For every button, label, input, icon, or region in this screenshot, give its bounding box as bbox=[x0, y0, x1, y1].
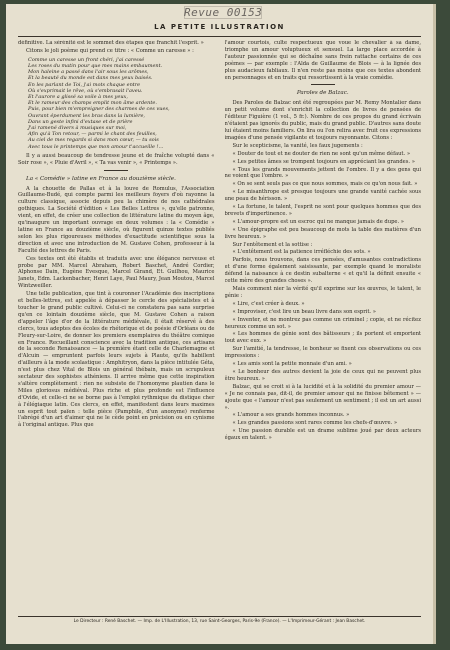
quote-list bbox=[225, 412, 422, 442]
paragraph: Mais comment nier la vérité qu'il exprime sur les œuvres, le talent, le génie : bbox=[224, 286, 421, 299]
paragraph: A la chouette de Pallas et à la louve de Romulus, l'Association Guillaume-Budé, qui compte parmi les meilleurs foyers d'où rayonne la culture classique, associe depuis peu la chimère de nos cathédrales gothiques. La Société d'édition « Les Belles Lettres », qu'elle patronne, vient, en effet, de créer une collection de littérature latine du moyen âge, qu'inaugure un important ouvrage en deux volumes : la « Comédie » latine en France au douzième siècle, où figurent quinze textes publiés selon les plus rigoureuses méthodes d'exactitude scientifique sous la direction et avec une introduction de M. Gustave Cohen, professeur à la Faculté des lettres de Paris. bbox=[18, 185, 215, 254]
poem-line: Et l'aurore a glissé sa voile à mes yeux, bbox=[28, 94, 128, 101]
paragraph: Il y a aussi beaucoup de tendresse jeune et de fraîche volupté dans « Soir rose », « Pluie d'Avril », « Ta vas venir », « Printemps ». bbox=[18, 152, 215, 166]
quote: « Tous les grands mouvements jettent de l'ombre. Il y a des gens qui ne voient que l'ombre. » bbox=[224, 166, 421, 180]
section-divider bbox=[104, 170, 128, 171]
poem-line: Et le rameur des champs emplit mon âme ardente. bbox=[28, 100, 157, 107]
poem bbox=[28, 57, 215, 150]
poem-line: Dans un geste infini d'extase et de prière bbox=[28, 118, 133, 125]
paragraph: Sur le scepticisme, la vanité, les faux jugements : bbox=[232, 142, 363, 149]
quote-list bbox=[225, 249, 422, 256]
poem-line: Afin qu'à Ton retour, — parmi le chant des feuilles, bbox=[28, 131, 157, 138]
text-columns bbox=[18, 40, 421, 612]
page-header bbox=[18, 23, 421, 37]
quote: « Une épigraphe est peu beaucoup de mots la table des matières d'un livre heureux. » bbox=[224, 226, 421, 240]
quote: « Les grandes passions sont rares comme les chefs-d'œuvre. » bbox=[232, 420, 397, 427]
poem-line: J'ai ramené divers à musiques sur moi, bbox=[28, 125, 127, 132]
right-column bbox=[225, 40, 422, 612]
quote: « Une passion durable est un drame sublime joué par deux acteurs égaux en talent. » bbox=[224, 428, 421, 442]
poem-line: Avec tous le printemps que mon amour t'accueille !… bbox=[28, 143, 164, 150]
quote-list bbox=[225, 151, 422, 241]
poem-line: Ouvrant éperdument les bras dans la lumière, bbox=[28, 112, 146, 119]
paragraph: Sur l'entêtement et la sottise : bbox=[232, 241, 313, 248]
poem-line: Comme un caresse un front chéri, j'ai caressé bbox=[28, 56, 145, 63]
quote: « Le misanthrope est presque toujours une grande vanité cachée sous une peau de hérisson. » bbox=[224, 189, 421, 203]
quote: « Lire, c'est créer à deux. » bbox=[232, 300, 305, 307]
poem-line: Les roses du matin pour que mes mains embaument. bbox=[28, 63, 163, 70]
quote-list bbox=[225, 361, 422, 383]
handwritten-annotation: Revue 00153 bbox=[184, 6, 263, 19]
section-divider bbox=[311, 84, 335, 85]
quote: « L'amour a ses grands hommes inconnus. » bbox=[232, 412, 350, 419]
poem-line: Où s'exprimait le rêve, où s'embrasait l'aveu. bbox=[28, 87, 143, 94]
quote: « Les amis sont la petite monnaie d'un ami. » bbox=[232, 361, 352, 368]
quote: « Le bonheur des autres devient la joie de ceux qui ne peuvent plus être heureux. » bbox=[224, 368, 421, 382]
paragraph: Balzac, qui se croit si à la lucidité et à la solidité du premier amour — « Je ne connais pas, dit-il, de premier amour qui ne finisse bêtement » — ajoute que « l'amour n'est pas seulement un sentiment ; il est un art aussi ». bbox=[224, 383, 421, 411]
paragraph: Citons le joli poème qui prend ce titre : « Comme un caresse » : bbox=[26, 47, 194, 54]
paragraph: Une telle publication, que tint à couronner l'Académie des inscriptions et belles-lettres, est appelée à dépasser le cercle des spécialistes et à toucher le grand public cultivé. Celui-ci ne constatera pas sans surprise qu'en ce lointain douzième siècle, que M. Gustave Cohen a raison d'appeler l'âge d'or de la littérature médiévale, il était réservé à des clercs, tous adeptes des écoles de rhétorique et de poésie d'Orléans ou de Fleury-sur-Loire, de donner les premiers exemplaires du théâtre comique en France. Recueillant conscience avec la tradition antique, ces artisans de la seconde Renaissance — la première étant celle de Charlemagne et d'Alcuin — empruntent parfois leurs sujets à Plaute, qu'ils habillent d'ailleurs à la mode scolastique : Amphitryon, dans la pièce intitulée Géta, n'est plus chez Vital de Blois un général thébain, mais un scrupuleux sectateur des sophistes athéniens. Il arrive même que cette inspiration s'altère complètement : rien ne subsiste de l'homonyme plautien dans le Miles gloriosus médiéval. Plus riche et plus profonde est l'influence d'Ovide, et celle-ci ne se borne pas à l'emploi rythmique du distique cher à l'élégiaque latin. Ces clercs, en effet, manifestent dans leurs maximes un esprit tout païen : telle pièce (Pamphile, d'un anonyme) renferme l'abrégé d'un art d'aimer qui ne le cède point en précision ou en cynisme à l'original antique. Plus que bbox=[18, 291, 215, 429]
magazine-page bbox=[6, 4, 436, 644]
quote: « L'entêtement est la patience irréfléchie des sots. » bbox=[232, 249, 371, 256]
quote-list bbox=[225, 301, 422, 345]
paragraph: Des Paroles de Balzac ont été regroupées par M. Remy Montalier dans un petit volume dont s'enrichit la collection de livres de pensées de l'éditeur Figuière (1 vol., 5 fr.). Nombre de ces propos du grand écrivain n'étaient pas ignorés du public, mais du grand public. D'autres sans doute lui étaient moins familiers. On lira ou l'on relira avec fruit ces expressions imagées d'une pensée vigilante et toujours rayonnante. Citons : bbox=[224, 100, 421, 141]
paragraph: Ces textes ont été établis et traduits avec une élégance nerveuse et probe par MM. Marcel Abraham, Robert Baschet, André Cordier, Alphonse Dain, Eugène Evesque, Marcel Girand, Et. Guilhou, Maurice Janets, Edm. Lackenbacher, Henri Laye, Paul Maury, Jean Moutou, Marcel Wintzweiller. bbox=[18, 255, 215, 290]
paragraph: définitive. La sérénité est le sommet des étapes que franchit l'esprit. » bbox=[18, 40, 204, 46]
page-footer: Le Directeur : René Baschet. — Imp. de L'Illustration, 13, rue Saint-Georges, Paris-9e (France). — L'Imprimeur-Gérant : Jean Baschet. bbox=[18, 616, 421, 624]
section-title: La « Comédie » latine en France au douzième siècle. bbox=[26, 175, 176, 182]
poem-line: En les parlant de Toi, j'ai mots chaque entre bbox=[28, 81, 141, 88]
poem-line: Et la beauté du monde est dans mes yeux baisés. bbox=[28, 75, 153, 82]
section-title: Paroles de Balzac. bbox=[296, 90, 349, 97]
quote: « Les hommes de génie sont des bâtisseurs ; ils portent et emportent tout avec eux. » bbox=[224, 331, 421, 345]
quote: « L'amour-propre est un escroc qui ne manque jamais de dupe. » bbox=[232, 218, 404, 225]
quote: « Improviser, c'est lire un beau livre dans son esprit. » bbox=[232, 308, 376, 315]
quote: « La fortune, le talent, l'esprit ne sont pour quelques hommes que des brevets d'impertinence. » bbox=[224, 204, 421, 217]
poem-line: Puis, pour bien m'empreigner des charmes de ces vues, bbox=[28, 106, 170, 113]
quote: « Douter de tout et ne douter de rien ne sont qu'un même défaut. » bbox=[232, 150, 410, 157]
left-column bbox=[18, 40, 215, 612]
quote: « Les petites âmes se trompent toujours en appréciant les grandes. » bbox=[232, 158, 415, 165]
quote: « Inventer, et ne montrez pas comme un criminel ; copie, et ne récitez heureux comme un sot. » bbox=[224, 316, 421, 330]
poem-line: Au ciel de mes regards si dans mon cœur, — tu sois bbox=[28, 137, 159, 144]
paragraph: Sur l'amitié, la tendresse, le bonheur se fixent ces observations ou ces impressions : bbox=[224, 346, 421, 360]
quote: « On se sent seuls pas ce que nous sommes, mais ce qu'on nous fait. » bbox=[232, 181, 418, 188]
paragraph: Parfois, nous trouvons, dans ces pensées, d'amusantes contradictions et d'une forme également saisissante, par exemple quand le moraliste défend la naissance à ce destin subalterne « et qu'il la définit ensuite « cette mère des grandes choses ». bbox=[224, 257, 421, 285]
publication-title: LA PETITE ILLUSTRATION bbox=[154, 23, 285, 31]
paragraph: l'amour courtois, culte respectueux que voue le chevalier à sa dame, triomphe un amour voluptueux et sensuel. La large place accordée à l'auteur passionnée qui se déchaîne sans frein rattache certains de ces poèmes — par exemple : l'Alda de Guillaume de Blois — à la lignée des plus audacieux fabliaux. Il n'en reste pas moins que ces textes abondent en personnages et en traits qui ressortissent à la vraie comédie. bbox=[224, 40, 421, 81]
poem-line: Mon haleine a passé dans l'air sous les arômes, bbox=[28, 69, 149, 76]
